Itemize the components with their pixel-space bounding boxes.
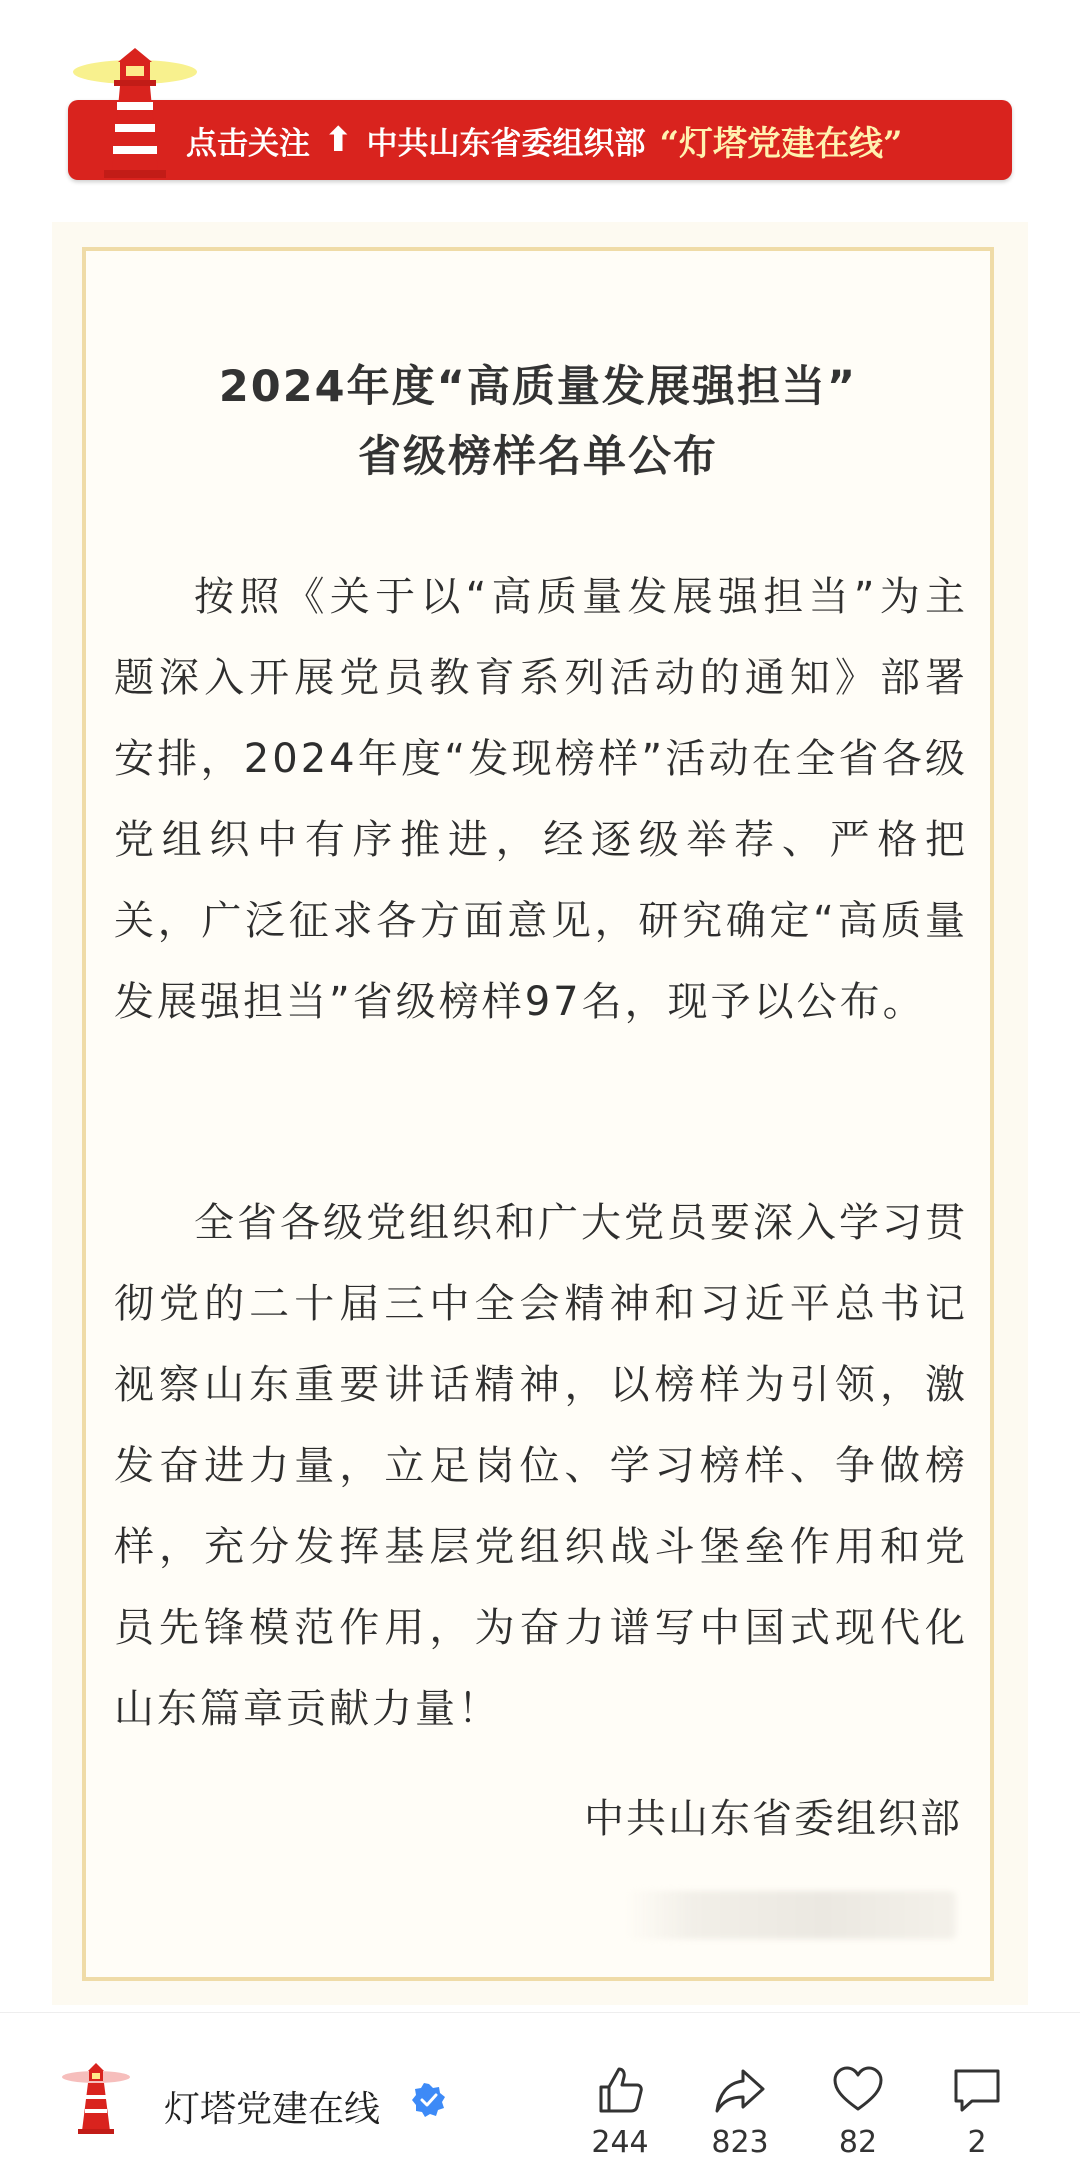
article-title-line2: 省级榜样名单公布: [358, 432, 718, 482]
like-count: 244: [591, 2125, 649, 2160]
article-title-line1: 2024年度“高质量发展强担当”: [218, 362, 858, 412]
account-avatar-icon[interactable]: [54, 2057, 138, 2141]
banner-org-name: 中共山东省委组织部: [366, 125, 646, 162]
banner-brand: “灯塔党建在线”: [659, 123, 903, 164]
favorite-button[interactable]: [808, 2063, 908, 2160]
comment-button[interactable]: [927, 2063, 1027, 2160]
favorite-count: 82: [838, 2125, 878, 2160]
article-paragraph-2: 全省各级党组织和广大党员要深入学习贯彻党的二十届三中全会精神和习近平总书记视察山东重要讲话精神，以榜样为引领，激发奋进力量，立足岗位、学习榜样、争做榜样，充分发挥基层党组织战斗堡垒作用和党员先锋模范作用，为奋力谱写中国式现代化山东篇章贡献力量！: [114, 1200, 968, 1732]
article-signature: 中共山东省委组织部: [584, 1796, 962, 1842]
share-arrow-icon: [713, 2063, 767, 2117]
account-name[interactable]: 灯塔党建在线: [164, 2089, 381, 2130]
follow-label[interactable]: 点击关注: [186, 125, 310, 162]
comment-count: 2: [967, 2125, 987, 2160]
blurred-date: [626, 1891, 956, 1939]
like-button[interactable]: [570, 2063, 670, 2160]
heart-icon: [831, 2063, 885, 2117]
article-paragraph-1: 按照《关于以“高质量发展强担当”为主题深入开展党员教育系列活动的通知》部署安排，2024年度“发现榜样”活动在全省各级党组织中有序推进，经逐级举荐、严格把关，广泛征求各方面意见，研究确定“高质量发展强担当”省级榜样97名，现予以公布。: [114, 574, 968, 1025]
banner-text: [186, 100, 992, 180]
verified-badge-icon: [412, 2083, 446, 2117]
article-card: [82, 247, 994, 1981]
share-button[interactable]: [690, 2063, 790, 2160]
up-arrow-icon: ⬆: [324, 120, 353, 160]
comment-icon: [950, 2063, 1004, 2117]
lighthouse-logo-icon: [60, 40, 210, 190]
thumbs-up-icon: [593, 2063, 647, 2117]
bottom-action-bar: [0, 2012, 1080, 2161]
share-count: 823: [711, 2125, 769, 2160]
